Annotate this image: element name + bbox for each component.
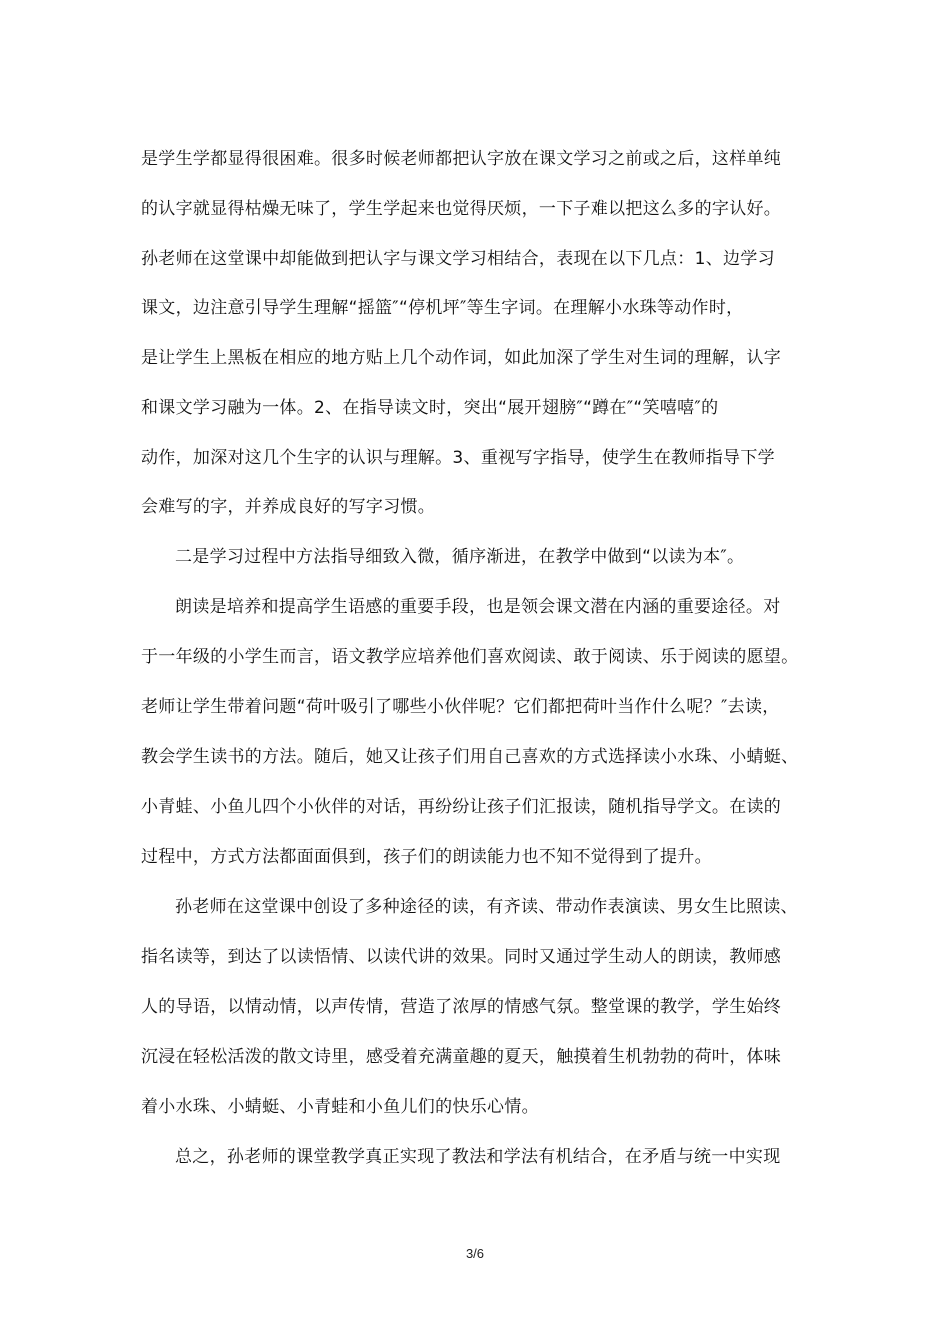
text-line: 老师让学生带着问题“荷叶吸引了哪些小伙伴呢？它们都把荷叶当作什么呢？″去读，	[141, 697, 780, 717]
text-line: 教会学生读书的方法。随后，她又让孩子们用自己喜欢的方式选择读小水珠、小蜻蜓、	[141, 747, 799, 767]
text-line: 小青蛙、小鱼儿四个小伙伴的对话，再纷纷让孩子们汇报读，随机指导学文。在读的	[141, 797, 782, 817]
paragraph-first-line: 朗读是培养和提高学生语感的重要手段，也是领会课文潜在内涵的重要途径。对	[175, 597, 781, 617]
text-line: 指名读等，到达了以读悟情、以读代讲的效果。同时又通过学生动人的朗读，教师感	[141, 947, 782, 967]
text-line: 的认字就显得枯燥无味了，学生学起来也觉得厌烦，一下子难以把这么多的字认好。	[141, 199, 782, 219]
text-line: 于一年级的小学生而言，语文教学应培养他们喜欢阅读、敢于阅读、乐于阅读的愿望。	[141, 647, 799, 667]
text-line: 课文，边注意引导学生理解“摇篮″“停机坪″等生字词。在理解小水珠等动作时，	[141, 298, 744, 318]
text-line: 会难写的字，并养成良好的写字习惯。	[141, 497, 436, 517]
text-line: 孙老师在这堂课中却能做到把认字与课文学习相结合，表现在以下几点：1、边学习	[141, 249, 775, 269]
text-line: 过程中，方式方法都面面俱到，孩子们的朗读能力也不知不觉得到了提升。	[141, 847, 712, 867]
page-number: 3/6	[465, 1246, 485, 1261]
text-line: 沉浸在轻松活泼的散文诗里，感受着充满童趣的夏天，触摸着生机勃勃的荷叶，体味	[141, 1047, 782, 1067]
text-line: 是学生学都显得很困难。很多时候老师都把认字放在课文学习之前或之后，这样单纯	[141, 149, 782, 169]
text-line: 和课文学习融为一体。2、在指导读文时，突出“展开翅膀″“蹲在″“笑嘻嘻″的	[141, 398, 719, 418]
text-line: 着小水珠、小蜻蜓、小青蛙和小鱼儿们的快乐心情。	[141, 1097, 539, 1117]
paragraph-first-line: 二是学习过程中方法指导细致入微，循序渐进，在教学中做到“以读为本″。	[175, 547, 745, 567]
paragraph-first-line: 总之，孙老师的课堂教学真正实现了教法和学法有机结合，在矛盾与统一中实现	[175, 1147, 781, 1167]
text-line: 动作，加深对这几个生字的认识与理解。3、重视写字指导，使学生在教师指导下学	[141, 448, 775, 468]
text-line: 人的导语，以情动情，以声传情，营造了浓厚的情感气氛。整堂课的教学，学生始终	[141, 997, 782, 1017]
paragraph-first-line: 孙老师在这堂课中创设了多种途径的读，有齐读、带动作表演读、男女生比照读、	[175, 897, 798, 917]
text-line: 是让学生上黑板在相应的地方贴上几个动作词，如此加深了学生对生词的理解，认字	[141, 348, 782, 368]
